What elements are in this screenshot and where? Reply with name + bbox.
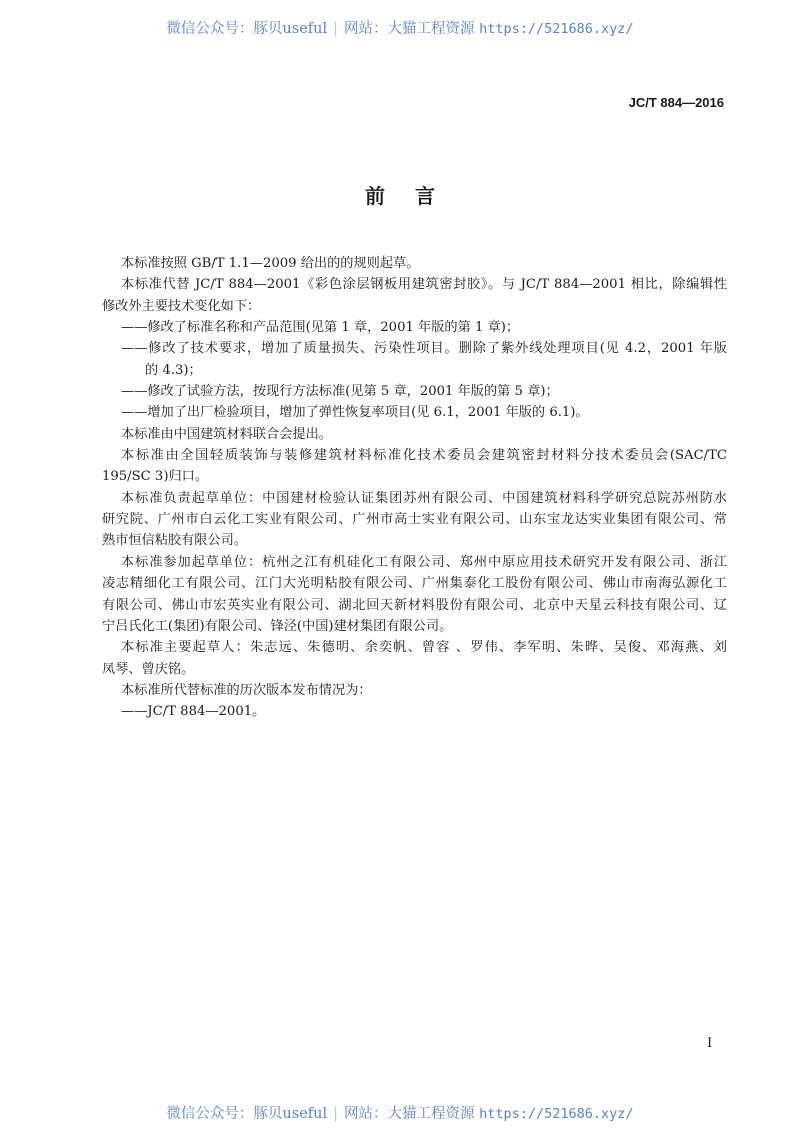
- text-line: 195/SC 3)归口。: [102, 469, 209, 485]
- text-line: 研究院、广州市白云化工实业有限公司、广州市高士实业有限公司、山东宝龙达实业集团有限公司、常: [102, 512, 727, 528]
- text-line: 修改外主要技术变化如下：: [102, 298, 261, 314]
- page-title: 前言: [365, 184, 465, 208]
- watermark-text: 微信公众号：豚贝useful: [166, 21, 328, 37]
- text-line: 凌志精细化工有限公司、江门大光明粘胶有限公司、广州集泰化工股份有限公司、佛山市南海弘源化工: [102, 576, 727, 592]
- standard-number: JC/T 884—2016: [628, 95, 724, 110]
- text-line: 的 4.3)；: [145, 362, 202, 378]
- foreword-body: [102, 253, 727, 723]
- watermark-site: 网站：大猫工程资源: [344, 1106, 475, 1122]
- text-line: 本标准所代替标准的历次版本发布情况为：: [121, 682, 372, 698]
- text-line: ——修改了技术要求，增加了质量损失、污染性项目。删除了紫外线处理项目(见 4.2，2001 年版: [121, 341, 727, 357]
- watermark-separator: |: [333, 21, 339, 37]
- text-line: 熟市恒信粘胶有限公司。: [102, 533, 248, 549]
- text-line: 本标准负责起草单位：中国建材检验认证集团苏州有限公司、中国建筑材料科学研究总院苏州防水: [121, 490, 727, 506]
- text-line: ——JC/T 884—2001。: [121, 704, 266, 720]
- text-line: ——修改了试验方法，按现行方法标准(见第 5 章，2001 年版的第 5 章)；: [121, 384, 559, 400]
- text-line: 宁吕氏化工(集团)有限公司、锋泾(中国)建材集团有限公司。: [102, 618, 453, 634]
- watermark-url[interactable]: https://521686.xyz/: [479, 21, 634, 37]
- watermark-bottom: [0, 1102, 800, 1123]
- page-number: I: [707, 1036, 713, 1051]
- text-line: 有限公司、佛山市宏英实业有限公司、湖北回天新材料股份有限公司、北京中天星云科技有限公司、辽: [102, 597, 727, 613]
- text-line: ——修改了标准名称和产品范围(见第 1 章，2001 年版的第 1 章)；: [121, 320, 520, 336]
- watermark-separator: |: [333, 1106, 339, 1122]
- text-line: 本标准代替 JC/T 884—2001《彩色涂层钢板用建筑密封胶》。与 JC/T 884—2001 相比，除编辑性: [121, 277, 727, 293]
- watermark-top: [0, 17, 800, 38]
- text-line: 本标准按照 GB/T 1.1—2009 给出的的规则起草。: [121, 256, 420, 271]
- text-line: 本标准由中国建筑材料联合会提出。: [121, 426, 332, 442]
- text-line: 本标准主要起草人：朱志远、朱德明、余奕帆、曾容 、罗伟、李军明、朱晔、吴俊、邓海燕、刘: [121, 640, 727, 656]
- watermark-url[interactable]: https://521686.xyz/: [479, 1106, 634, 1122]
- text-line: 本标准参加起草单位：杭州之江有机硅化工有限公司、郑州中原应用技术研究开发有限公司、浙江: [121, 554, 727, 570]
- watermark-text: 微信公众号：豚贝useful: [166, 1106, 328, 1122]
- watermark-site: 网站：大猫工程资源: [344, 21, 475, 37]
- text-line: 凤琴、曾庆铭。: [102, 661, 195, 677]
- text-line: ——增加了出厂检验项目，增加了弹性恢复率项目(见 6.1，2001 年版的 6.1)。: [121, 405, 589, 421]
- text-line: 本标准由全国轻质装饰与装修建筑材料标准化技术委员会建筑密封材料分技术委员会(SAC/TC: [121, 448, 727, 464]
